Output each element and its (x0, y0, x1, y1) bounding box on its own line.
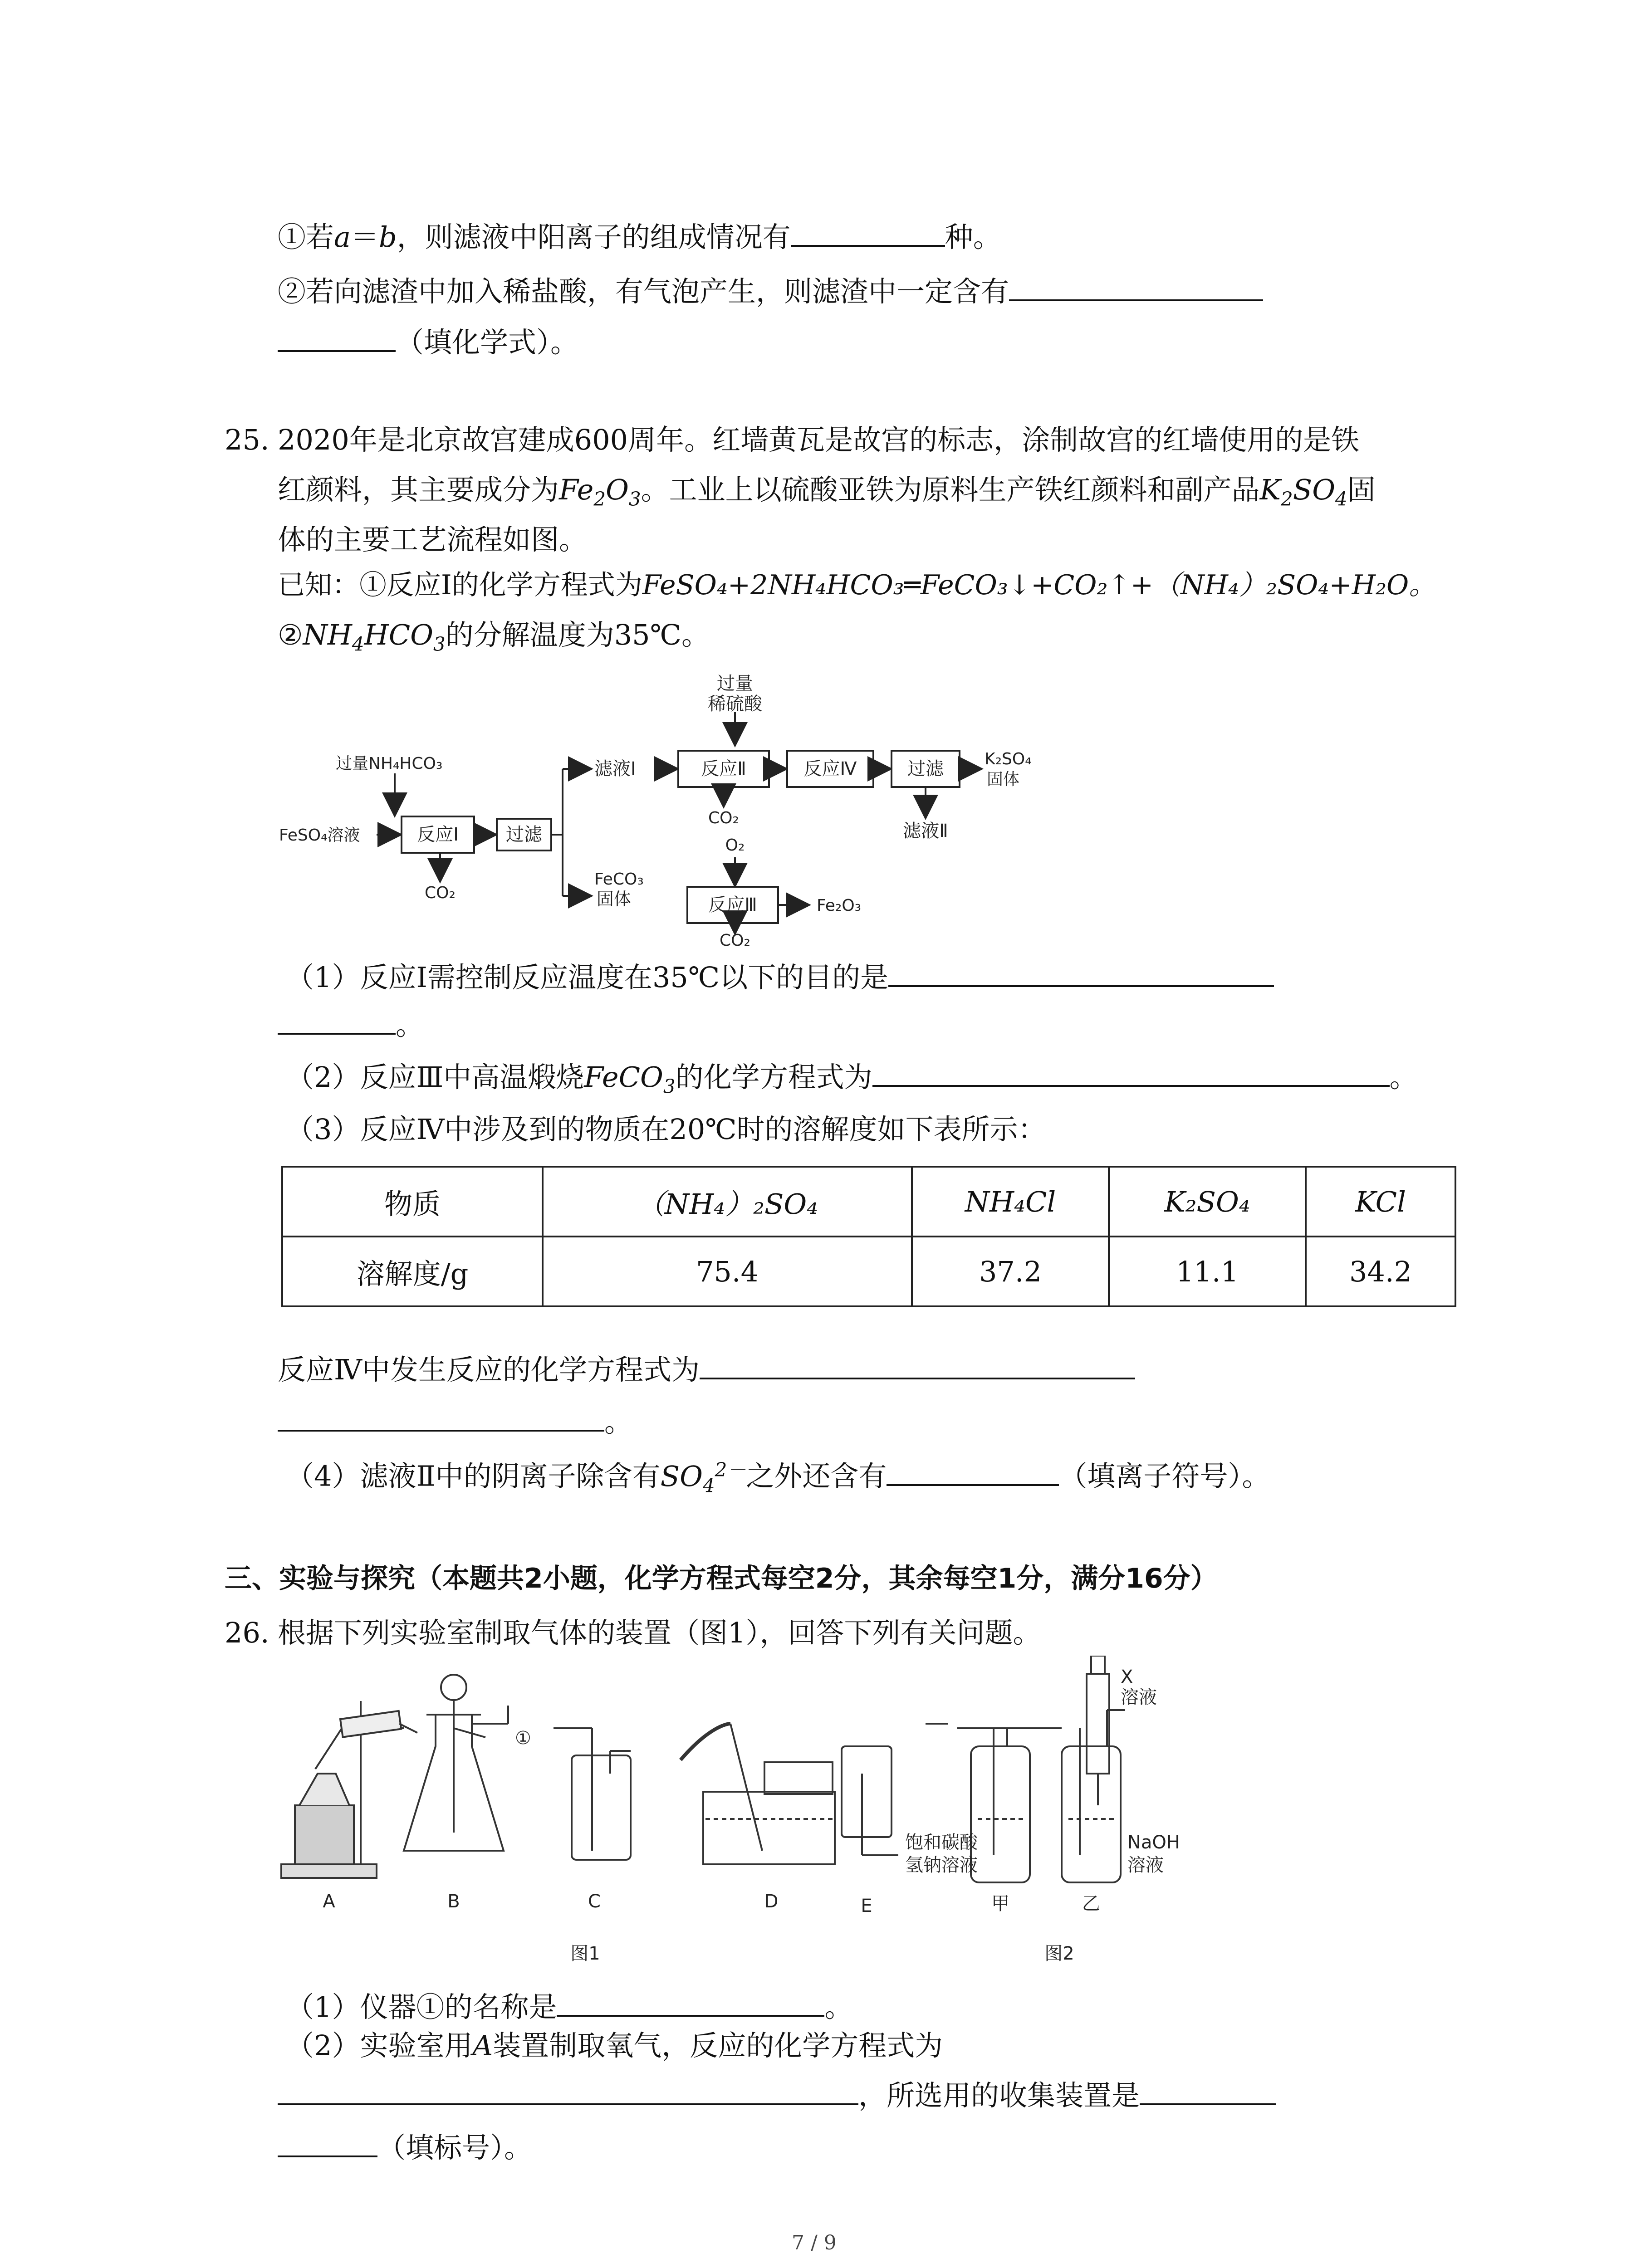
fig-label: NaOH (1127, 1832, 1180, 1853)
answer-blank[interactable] (557, 1987, 824, 2017)
table-header: （NH₄）₂SO₄ (543, 1167, 912, 1237)
table-header: K₂SO₄ (1109, 1167, 1306, 1237)
apparatus-figure (272, 1656, 1225, 1973)
q26-number: 26. (225, 1616, 269, 1649)
fig-label: 乙 (1082, 1893, 1100, 1914)
flow-label: FeSO₄溶液 (279, 826, 360, 845)
flow-label: 滤液Ⅱ (903, 821, 948, 841)
q25-number: 25. (225, 423, 269, 456)
fig-label: 溶液 (1121, 1687, 1157, 1708)
answer-blank[interactable] (278, 2127, 377, 2157)
flow-label: 过量NH₄HCO₃ (336, 754, 443, 773)
q25-sub1: （1）反应Ⅰ需控制反应温度在35℃以下的目的是 (286, 957, 1274, 996)
answer-blank[interactable] (791, 217, 945, 247)
flow-label: CO₂ (708, 809, 739, 827)
table-cell: 34.2 (1306, 1237, 1455, 1306)
flow-box-reaction4: 反应Ⅳ (803, 758, 857, 779)
fig-label: C (588, 1891, 601, 1912)
fig-label: A (323, 1891, 335, 1912)
answer-blank[interactable] (888, 957, 1274, 987)
answer-blank[interactable] (278, 2075, 858, 2105)
fig-label: 溶液 (1127, 1855, 1164, 1876)
flow-label: K₂SO₄ (985, 750, 1032, 768)
q26-sub2-cont: ，所选用的收集装置是 (278, 2075, 1276, 2114)
q25-para1: 2020年是北京故宫建成600周年。红墙黄瓦是故宫的标志，涂制故宫的红墙使用的是铁 (278, 423, 1360, 456)
fig-label: B (447, 1891, 460, 1912)
solubility-table (281, 1166, 1456, 1307)
table-row (282, 1237, 1455, 1306)
flow-label: O₂ (725, 836, 745, 855)
flow-box-filter2: 过滤 (907, 758, 944, 779)
flow-label: CO₂ (720, 931, 750, 948)
q24-line3: （填化学式）。 (278, 322, 578, 361)
q25-known2: $②NH_4HCO_3$的分解温度为35℃。 (278, 618, 710, 655)
table-cell: 11.1 (1109, 1237, 1306, 1306)
flow-label: 固体 (597, 889, 632, 909)
table-row (282, 1167, 1455, 1237)
q26-sub1: （1）仪器①的名称是 。 (286, 1987, 852, 2025)
page-number: 7 / 9 (792, 2231, 837, 2254)
q26-para1: 根据下列实验室制取气体的装置（图1），回答下列有关问题。 (278, 1616, 1041, 1649)
process-flow-diagram (272, 667, 1089, 948)
q25-known1: 已知：①反应Ⅰ的化学方程式为FeSO₄+2NH₄HCO₃═FeCO₃↓+CO₂↑+（NH₄）₂SO₄+H₂O。 (278, 569, 1436, 601)
answer-blank[interactable] (700, 1349, 1135, 1379)
q24-line2: ②若向滤渣中加入稀盐酸，有气泡产生，则滤渣中一定含有 (278, 271, 1263, 310)
fig-label: ① (515, 1728, 531, 1749)
answer-blank[interactable] (278, 322, 396, 352)
answer-blank[interactable] (278, 1402, 604, 1432)
answer-blank[interactable] (887, 1456, 1059, 1486)
table-header: KCl (1306, 1167, 1455, 1237)
flow-label: 固体 (987, 770, 1020, 789)
table-cell: 溶解度/g (282, 1237, 543, 1306)
q25-sub4: （4）滤液Ⅱ中的阴离子除含有$SO_4^{2-}$之外还含有 （填离子符号）。 (286, 1452, 1270, 1504)
flow-box-reaction2: 反应Ⅱ (701, 758, 746, 779)
fig-label: 氢钠溶液 (905, 1855, 978, 1876)
flow-label: FeCO₃ (594, 870, 644, 889)
flow-label: 过量 (717, 673, 753, 694)
q25-sub1-cont: 。 (278, 1005, 424, 1043)
table-cell: 75.4 (543, 1237, 912, 1306)
q25-para3: 体的主要工艺流程如图。 (278, 523, 588, 556)
section-heading: 三、实验与探究（本题共2小题，化学方程式每空2分，其余每空1分，满分16分） (225, 1563, 1218, 1594)
flow-box-reaction1: 反应Ⅰ (417, 824, 459, 845)
answer-blank[interactable] (872, 1057, 1390, 1087)
q25-sub3b: 反应Ⅳ中发生反应的化学方程式为 (278, 1349, 1135, 1388)
answer-blank[interactable] (1009, 271, 1263, 301)
flow-label: 滤液Ⅰ (594, 758, 636, 779)
q25-para2: 红颜料，其主要成分为$Fe_2O_3$。工业上以硫酸亚铁为原料生产铁红颜料和副产品$K_2SO_4$固 (278, 473, 1376, 510)
flow-box-filter1: 过滤 (506, 824, 542, 845)
q25-sub3b-cont: 。 (278, 1402, 632, 1440)
flow-box-reaction3: 反应Ⅲ (708, 894, 757, 915)
flow-label: Fe₂O₃ (817, 896, 862, 915)
table-header: NH₄Cl (912, 1167, 1109, 1237)
fig-label: 饱和碳酸 (905, 1832, 978, 1853)
flow-label: 稀硫酸 (708, 694, 762, 714)
table-cell: 37.2 (912, 1237, 1109, 1306)
q26-sub2: （2）实验室用A装置制取氧气，反应的化学方程式为 (286, 2029, 943, 2062)
fig-label: X (1121, 1667, 1133, 1687)
q25-sub3: （3）反应Ⅳ中涉及到的物质在20℃时的溶解度如下表所示： (286, 1113, 1046, 1146)
q24-line1: ①若a＝b，则滤液中阳离子的组成情况有 种。 (278, 217, 1001, 255)
fig-label: D (764, 1891, 779, 1912)
flow-label: CO₂ (425, 884, 456, 902)
fig-label: 甲 (991, 1893, 1009, 1914)
fig-caption-2: 图2 (1044, 1943, 1074, 1964)
q26-sub2-cont2: （填标号）。 (278, 2127, 532, 2166)
fig-label: E (861, 1896, 872, 1916)
table-header: 物质 (282, 1167, 543, 1237)
answer-blank[interactable] (278, 1005, 396, 1035)
answer-blank[interactable] (1140, 2075, 1276, 2105)
fig-caption-1: 图1 (570, 1943, 600, 1964)
q25-sub2: （2）反应Ⅲ中高温煅烧FeCO$_3$的化学方程式为 。 (286, 1057, 1418, 1105)
